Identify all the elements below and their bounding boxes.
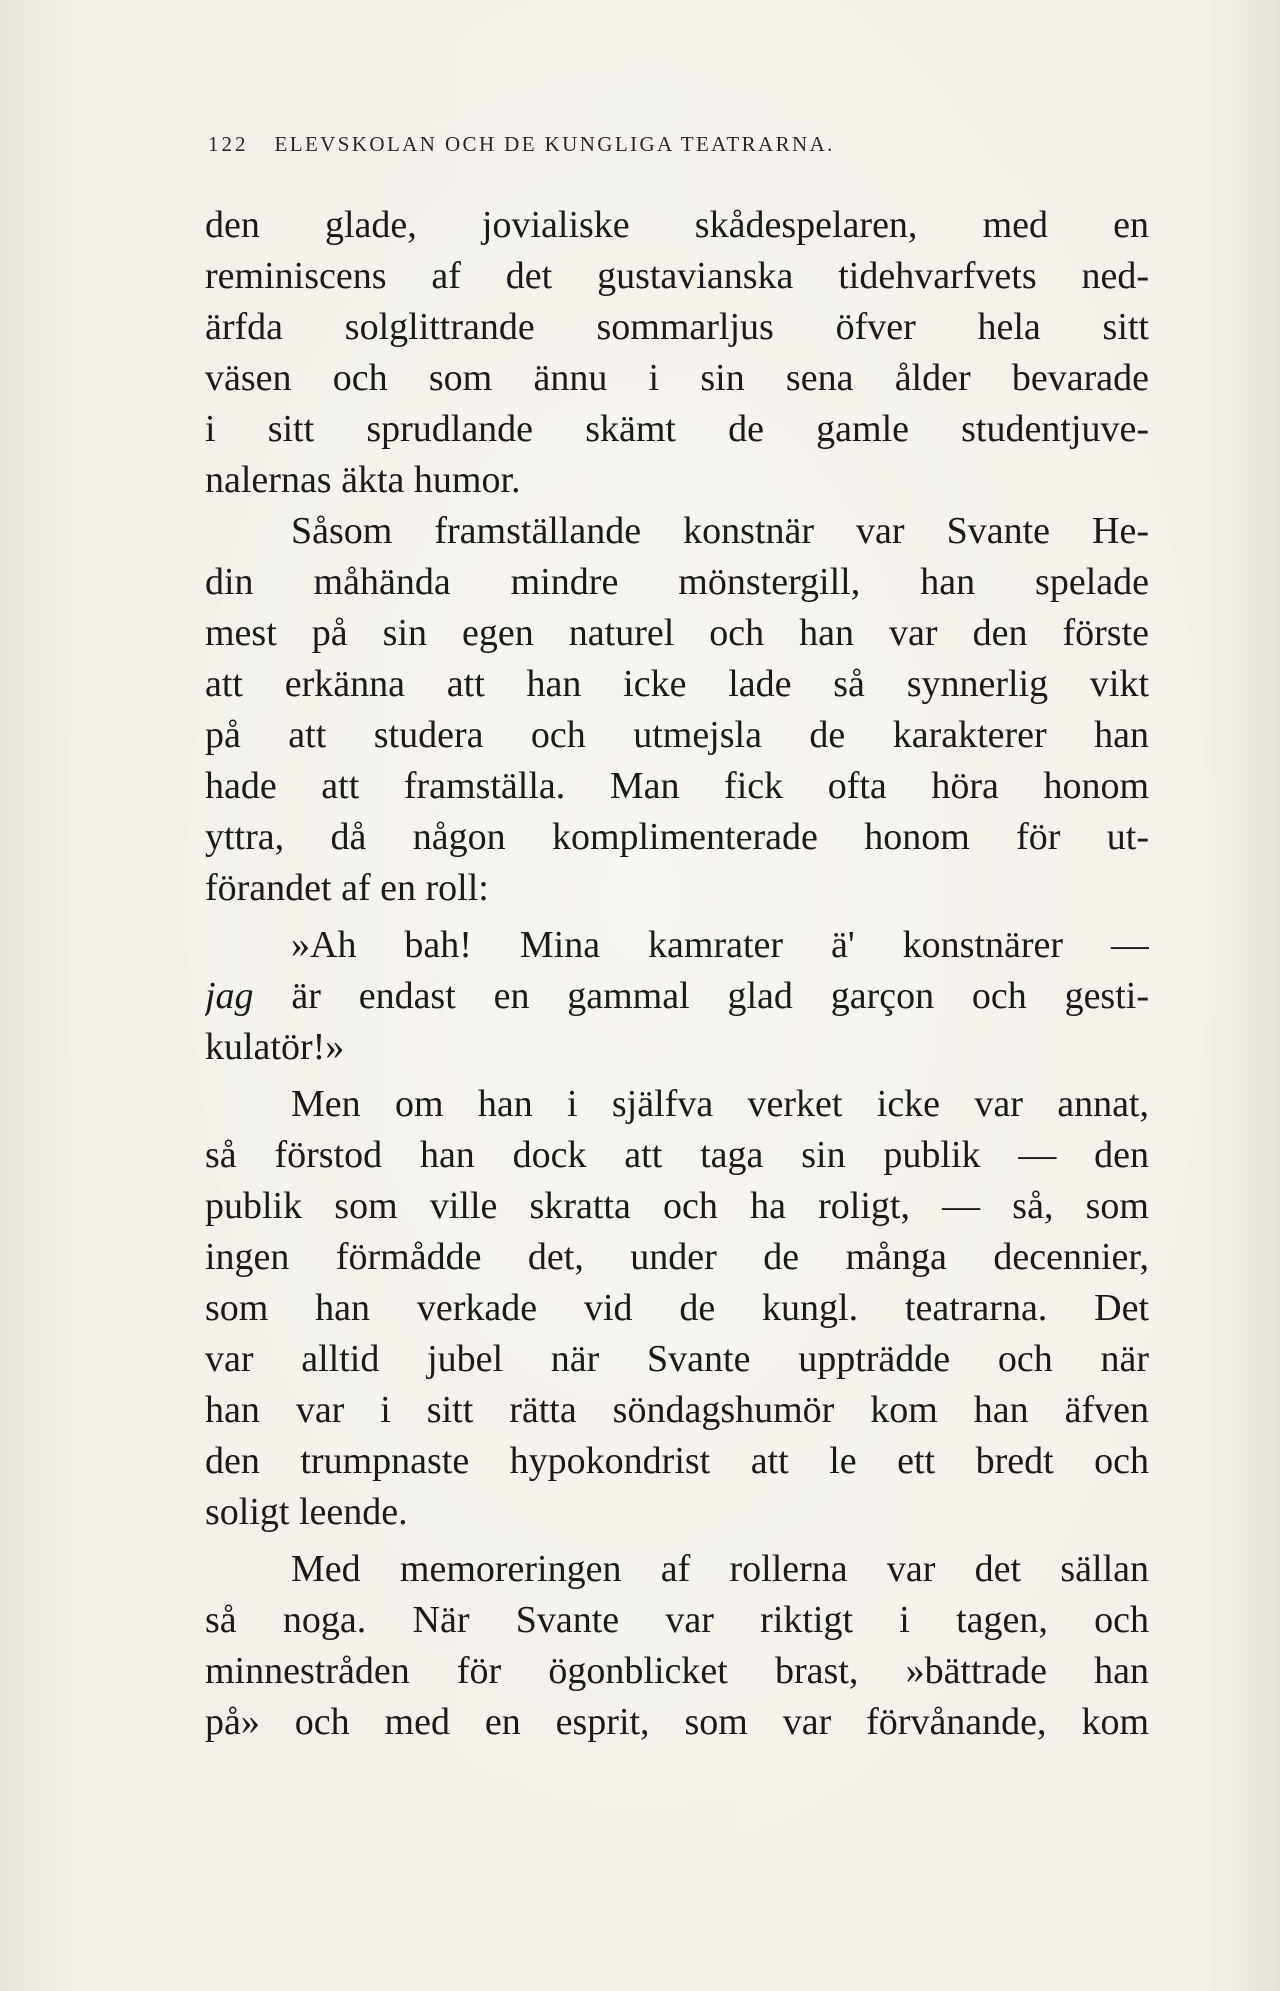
paragraph-4 — [205, 1079, 1149, 1538]
text-line — [205, 971, 1149, 1022]
text-line: »Ah bah! Mina kamrater ä' konstnärer — — [291, 924, 1149, 966]
text-line: Såsom framställande konstnär var Svante He- — [291, 510, 1149, 552]
text-line: så noga. När Svante var riktigt i tagen, och — [205, 1599, 1149, 1641]
text-line: ärfda solglittrande sommarljus öfver hela sitt — [205, 306, 1149, 348]
text-line: soligt leende. — [205, 1491, 408, 1533]
text-line: förandet af en roll: — [205, 867, 489, 909]
text-line: din måhända mindre mönstergill, han spelade — [205, 561, 1149, 603]
text-line-rest: är endast en gammal glad garçon och gesti- — [291, 975, 1149, 1017]
text-line: kulatör!» — [205, 1026, 345, 1068]
text-line: nalernas äkta humor. — [205, 459, 521, 501]
text-line: minnestråden för ögonblicket brast, »bättrade han — [205, 1650, 1149, 1692]
text-line: den glade, jovialiske skådespelaren, med en — [205, 204, 1149, 246]
text-line: att erkänna att han icke lade så synnerlig vikt — [205, 663, 1149, 705]
page-number: 122 — [208, 132, 249, 156]
text-line: ingen förmådde det, under de många decennier, — [205, 1236, 1149, 1278]
paragraph-5 — [205, 1544, 1149, 1748]
paragraph-3-quote — [205, 920, 1149, 1073]
text-line: i sitt sprudlande skämt de gamle studentjuve- — [205, 408, 1149, 450]
body-text — [205, 200, 1149, 1748]
text-line: väsen och som ännu i sin sena ålder bevarade — [205, 357, 1149, 399]
running-title: ELEVSKOLAN OCH DE KUNGLIGA TEATRARNA. — [274, 132, 835, 156]
text-line: reminiscens af det gustavianska tidehvarfvets ned- — [205, 255, 1149, 297]
text-line: var alltid jubel när Svante uppträdde och när — [205, 1338, 1149, 1380]
paragraph-1 — [205, 200, 1149, 506]
text-line: mest på sin egen naturel och han var den förste — [205, 612, 1149, 654]
text-line: han var i sitt rätta söndagshumör kom han äfven — [205, 1389, 1149, 1431]
text-line: på» och med en esprit, som var förvånande, kom — [205, 1701, 1149, 1743]
text-line: som han verkade vid de kungl. teatrarna. Det — [205, 1287, 1149, 1329]
text-line: på att studera och utmejsla de karakterer han — [205, 714, 1149, 756]
text-line: Med memoreringen af rollerna var det sällan — [291, 1548, 1149, 1590]
text-line: hade att framställa. Man fick ofta höra honom — [205, 765, 1149, 807]
paragraph-2 — [205, 506, 1149, 914]
text-line: yttra, då någon komplimenterade honom för ut- — [205, 816, 1149, 858]
text-line: publik som ville skratta och ha roligt, — så, som — [205, 1185, 1149, 1227]
running-header — [208, 132, 1068, 157]
text-line: den trumpnaste hypokondrist att le ett bredt och — [205, 1440, 1149, 1482]
text-line: Men om han i själfva verket icke var annat, — [291, 1083, 1149, 1125]
text-line: så förstod han dock att taga sin publik — den — [205, 1134, 1149, 1176]
italic-word: jag — [205, 975, 254, 1017]
